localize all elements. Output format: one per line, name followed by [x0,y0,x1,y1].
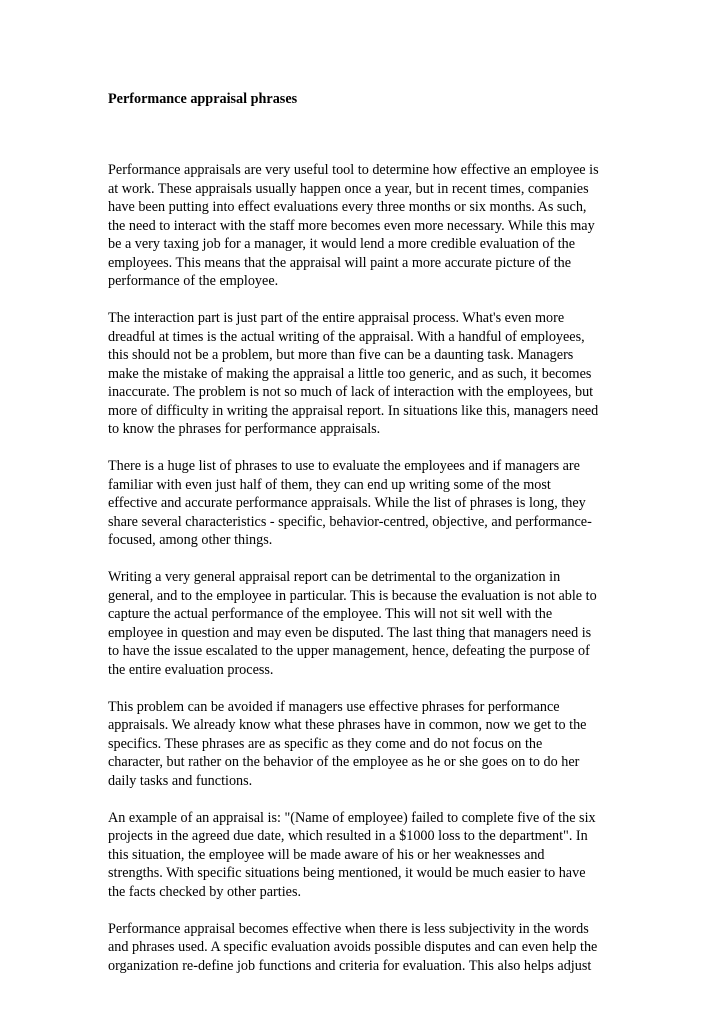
text-line: share several characteristics - specific, behavior-centred, objective, and performance- [108,513,592,530]
text-line: appraisals. We already know what these phrases have in common, now we get to the [108,717,587,733]
text-line: Performance appraisals are very useful tool to determine how effective an employee is [108,162,599,178]
paragraph [108,698,628,791]
text-line: this situation, the employee will be made aware of his or her weaknesses and [108,846,545,863]
document-title: Performance appraisal phrases [108,91,298,107]
text-line: focused, among other things. [108,532,273,548]
text-line: Performance appraisal becomes effective when there is less subjectivity in the words [108,920,589,937]
paragraph [108,920,628,976]
text-line: at work. These appraisals usually happen once a year, but in recent times, companies [108,180,589,197]
text-line: and phrases used. A specific evaluation avoids possible disputes and can even help the [108,939,598,955]
text-line: general, and to the employee in particular. This is because the evaluation is not able to [108,587,597,604]
text-line: effective and accurate performance appraisals. While the list of phrases is long, they [108,495,586,511]
text-line: this should not be a problem, but more than five can be a daunting task. Managers [108,347,574,363]
text-line: more of difficulty in writing the appraisal report. In situations like this, managers need [108,402,599,419]
text-line: strengths. With specific situations being mentioned, it would be much easier to have [108,865,586,881]
text-line: the entire evaluation process. [108,661,274,678]
text-line: capture the actual performance of the employee. This will not sit well with the [108,606,553,622]
paragraph [108,568,628,679]
text-line: be a very taxing job for a manager, it would lend a more credible evaluation of the [108,236,576,252]
text-line: The interaction part is just part of the entire appraisal process. What's even more [108,310,565,326]
text-line: employee in question and may even be disputed. The last thing that managers need is [108,624,592,641]
paragraph [108,809,628,902]
text-line: character, but rather on the behavior of the employee as he or she goes on to do her [108,754,580,770]
text-line: inaccurate. The problem is not so much of lack of interaction with the employees, but [108,384,594,400]
text-line: dreadful at times is the actual writing of the appraisal. With a handful of employees, [108,328,585,345]
text-line: An example of an appraisal is: "(Name of employee) failed to complete five of the six [108,809,596,826]
text-line: specifics. These phrases are as specific as they come and do not focus on the [108,735,543,752]
paragraph [108,457,628,550]
text-line: projects in the agreed due date, which resulted in a $1000 loss to the department". In [108,828,588,844]
paragraph [108,161,628,291]
paragraph [108,309,628,439]
text-line: make the mistake of making the appraisal a little too generic, and as such, it becomes [108,365,592,382]
text-line: Writing a very general appraisal report can be detrimental to the organization in [108,569,561,585]
text-line: performance of the employee. [108,273,279,289]
text-line: daily tasks and functions. [108,772,253,789]
text-line: the need to interact with the staff more becomes even more necessary. While this may [108,217,595,234]
text-line: to know the phrases for performance appraisals. [108,421,381,437]
text-line: organization re-define job functions and criteria for evaluation. This also helps adjust [108,957,592,974]
text-line: the facts checked by other parties. [108,883,302,900]
text-line: employees. This means that the appraisal will paint a more accurate picture of the [108,254,572,271]
document-body [108,161,628,994]
text-line: to have the issue escalated to the upper management, hence, defeating the purpose of [108,643,590,659]
text-line: familiar with even just half of them, they can end up writing some of the most [108,476,551,493]
text-line: This problem can be avoided if managers use effective phrases for performance [108,698,560,715]
text-line: There is a huge list of phrases to use to evaluate the employees and if managers are [108,458,580,474]
text-line: have been putting into effect evaluations every three months or six months. As such, [108,199,587,215]
